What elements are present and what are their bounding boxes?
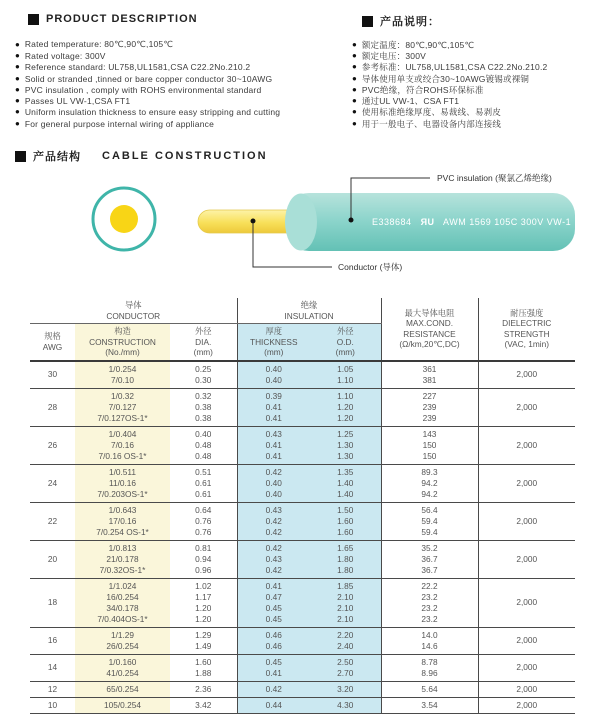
bullet-icon: ● bbox=[15, 73, 20, 83]
thickness-cell: 0.44 bbox=[237, 697, 310, 713]
od-cell: 1.85 2.10 2.10 2.10 bbox=[310, 578, 381, 627]
resistance-cell: 5.64 bbox=[381, 681, 478, 697]
bullet-text: 导体使用单支或绞合30~10AWG镀锡或裸铜 bbox=[361, 73, 530, 84]
dia-cell: 0.64 0.76 0.76 bbox=[170, 502, 237, 540]
bullet-text: For general purpose internal wiring of appliance bbox=[24, 118, 214, 129]
dielectric-header: 耐压强度 DIELECTRIC STRENGTH (VAC, 1min) bbox=[478, 298, 575, 361]
awg-cell: 10 bbox=[47, 699, 58, 710]
bullet-icon: ● bbox=[15, 62, 20, 72]
table-row bbox=[30, 426, 575, 464]
construction-cell: 105/0.254 bbox=[75, 697, 170, 713]
table-row bbox=[30, 540, 575, 578]
bullet-icon: ● bbox=[352, 73, 357, 83]
od-cell: 1.65 1.80 1.80 bbox=[310, 540, 381, 578]
dia-cell: 0.32 0.38 0.38 bbox=[170, 388, 237, 426]
bullet-icon: ● bbox=[352, 62, 357, 72]
bullet-text: Passes UL VW-1,CSA FT1 bbox=[24, 96, 131, 107]
dia-cell: 1.60 1.88 bbox=[170, 654, 237, 681]
dielectric-cell: 2,000 bbox=[516, 699, 538, 710]
od-cell: 1.10 1.20 1.20 bbox=[310, 388, 381, 426]
product-description-cn-heading bbox=[362, 13, 440, 29]
od-cell: 1.35 1.40 1.40 bbox=[310, 464, 381, 502]
product-description-cn-list bbox=[352, 39, 547, 129]
awg-cell: 28 bbox=[47, 401, 58, 412]
awg-cell: 30 bbox=[47, 369, 58, 379]
table-group-header-row bbox=[30, 298, 575, 324]
dia-cell: 1.29 1.49 bbox=[170, 627, 237, 654]
construction-cell: 65/0.254 bbox=[75, 681, 170, 697]
resistance-cell: 3.54 bbox=[381, 697, 478, 713]
awg-cell: 20 bbox=[47, 553, 58, 564]
resistance-cell: 35.2 36.7 36.7 bbox=[381, 540, 478, 578]
bullet-item bbox=[15, 84, 280, 95]
thickness-cell: 0.42 0.40 0.40 bbox=[237, 464, 310, 502]
section-square-icon bbox=[362, 16, 373, 27]
product-description-list bbox=[15, 39, 280, 129]
dia-cell: 0.81 0.94 0.96 bbox=[170, 540, 237, 578]
bullet-text: Solid or stranded ,tinned or bare copper conductor 30~10AWG bbox=[24, 73, 273, 84]
bullet-text: Rated temperature: 80℃,90℃,105℃ bbox=[24, 39, 174, 50]
bullet-item bbox=[15, 95, 280, 106]
bullet-text: Uniform insulation thickness to ensure easy stripping and cutting bbox=[24, 107, 281, 118]
dielectric-cell: 2,000 bbox=[516, 515, 538, 526]
bullet-item bbox=[352, 73, 547, 84]
cable-construction-heading bbox=[15, 148, 268, 164]
awg-cell: 26 bbox=[47, 439, 58, 450]
thickness-cell: 0.39 0.41 0.41 bbox=[237, 388, 310, 426]
ul-recognized-mark: ЯU bbox=[420, 217, 435, 227]
resistance-cell: 8.78 8.96 bbox=[381, 654, 478, 681]
construction-cell: 1/0.160 41/0.254 bbox=[75, 654, 170, 681]
construction-header: 构造 CONSTRUCTION (No./mm) bbox=[75, 324, 170, 361]
dia-cell: 0.51 0.61 0.61 bbox=[170, 464, 237, 502]
resistance-cell: 89.3 94.2 94.2 bbox=[381, 464, 478, 502]
bullet-item bbox=[352, 39, 547, 50]
thickness-cell: 0.43 0.41 0.41 bbox=[237, 426, 310, 464]
resistance-cell: 143 150 150 bbox=[381, 426, 478, 464]
insulation-group-header: 绝缘 INSULATION bbox=[237, 298, 381, 324]
thickness-cell: 0.46 0.46 bbox=[237, 627, 310, 654]
bullet-icon: ● bbox=[15, 96, 20, 106]
bullet-text: 使用标准绝缘厚度、易裁线、易剥皮 bbox=[361, 107, 502, 118]
resistance-cell: 22.2 23.2 23.2 23.2 bbox=[381, 578, 478, 627]
bullet-item bbox=[15, 62, 280, 73]
spec-table bbox=[30, 298, 575, 714]
awg-cell: 14 bbox=[47, 662, 58, 672]
resistance-cell: 227 239 239 bbox=[381, 388, 478, 426]
cable-print-text: E338684 ЯU AWM 1569 105C 300V VW-1 bbox=[372, 217, 572, 227]
bullet-icon: ● bbox=[352, 50, 357, 60]
od-cell: 1.05 1.10 bbox=[310, 361, 381, 389]
dia-cell: 3.42 bbox=[170, 697, 237, 713]
dielectric-cell: 2,000 bbox=[516, 683, 538, 694]
table-row bbox=[30, 388, 575, 426]
od-cell: 2.50 2.70 bbox=[310, 654, 381, 681]
thickness-cell: 0.40 0.40 bbox=[237, 361, 310, 389]
thickness-header: 厚度 THICKNESS (mm) bbox=[237, 324, 310, 361]
resistance-cell: 361 381 bbox=[381, 361, 478, 389]
bullet-icon: ● bbox=[15, 39, 20, 49]
bullet-icon: ● bbox=[352, 107, 357, 117]
dielectric-cell: 2,000 bbox=[516, 477, 538, 488]
section-square-icon bbox=[28, 14, 39, 25]
od-header: 外径 O.D. (mm) bbox=[310, 324, 381, 361]
table-row bbox=[30, 654, 575, 681]
thickness-cell: 0.41 0.47 0.45 0.45 bbox=[237, 578, 310, 627]
resistance-cell: 14.0 14.6 bbox=[381, 627, 478, 654]
bullet-text: 用于一般电子、电器设备内部连接线 bbox=[361, 118, 502, 129]
product-description-title: PRODUCT DESCRIPTION bbox=[46, 13, 198, 25]
bullet-text: Reference standard: UL758,UL1581,CSA C22.2No.210.2 bbox=[24, 62, 251, 73]
bullet-text: 额定电压：300V bbox=[361, 50, 426, 61]
awg-cell: 16 bbox=[47, 635, 58, 645]
dielectric-cell: 2,000 bbox=[516, 635, 538, 645]
bullet-text: PVC绝缘，符合ROHS环保标准 bbox=[361, 84, 484, 95]
product-description-heading bbox=[28, 13, 198, 25]
cable-diagram bbox=[0, 163, 603, 298]
bullet-text: 通过UL VW-1、CSA FT1 bbox=[361, 96, 460, 107]
spec-table-body bbox=[30, 361, 575, 714]
dielectric-cell: 2,000 bbox=[516, 553, 538, 564]
bullet-item bbox=[352, 62, 547, 73]
od-cell: 3.20 bbox=[310, 681, 381, 697]
bullet-item bbox=[15, 50, 280, 61]
dielectric-cell: 2,000 bbox=[516, 369, 538, 379]
bullet-item bbox=[15, 39, 280, 50]
construction-cell: 1/0.511 11/0.16 7/0.203OS-1* bbox=[75, 464, 170, 502]
table-row bbox=[30, 681, 575, 697]
pvc-insulation-label: PVC insulation (聚氯乙烯绝缘) bbox=[437, 173, 552, 183]
construction-cell: 1/0.404 7/0.16 7/0.16 OS-1* bbox=[75, 426, 170, 464]
construction-cell: 1/1.024 16/0.254 34/0.178 7/0.404OS-1* bbox=[75, 578, 170, 627]
awg-cell: 18 bbox=[47, 597, 58, 607]
table-row bbox=[30, 502, 575, 540]
od-cell: 4.30 bbox=[310, 697, 381, 713]
bullet-icon: ● bbox=[352, 39, 357, 49]
awg-header: 规格 AWG bbox=[30, 324, 75, 361]
dielectric-cell: 2,000 bbox=[516, 662, 538, 672]
bullet-icon: ● bbox=[15, 50, 20, 60]
od-cell: 1.25 1.30 1.30 bbox=[310, 426, 381, 464]
conductor-core bbox=[110, 205, 138, 233]
cable-construction-title-en: CABLE CONSTRUCTION bbox=[102, 150, 268, 162]
table-row bbox=[30, 697, 575, 713]
conductor-group-header: 导体 CONDUCTOR bbox=[30, 298, 237, 324]
bullet-item bbox=[352, 50, 547, 61]
dielectric-cell: 2,000 bbox=[516, 597, 538, 607]
bullet-text: 参考标准：UL758,UL1581,CSA C22.2No.210.2 bbox=[361, 62, 548, 73]
bullet-item bbox=[15, 107, 280, 118]
table-row bbox=[30, 464, 575, 502]
thickness-cell: 0.43 0.42 0.42 bbox=[237, 502, 310, 540]
construction-cell: 1/0.813 21/0.178 7/0.32OS-1* bbox=[75, 540, 170, 578]
od-cell: 1.50 1.60 1.60 bbox=[310, 502, 381, 540]
resistance-cell: 56.4 59.4 59.4 bbox=[381, 502, 478, 540]
cylinder-end-cap bbox=[285, 194, 317, 251]
bullet-item bbox=[352, 84, 547, 95]
bullet-icon: ● bbox=[15, 84, 20, 94]
thickness-cell: 0.42 bbox=[237, 681, 310, 697]
construction-cell: 1/1.29 26/0.254 bbox=[75, 627, 170, 654]
dia-cell: 0.40 0.48 0.48 bbox=[170, 426, 237, 464]
dia-cell: 0.25 0.30 bbox=[170, 361, 237, 389]
cable-cross-section bbox=[93, 188, 155, 250]
dielectric-cell: 2,000 bbox=[516, 439, 538, 450]
awg-cell: 22 bbox=[47, 515, 58, 526]
bullet-icon: ● bbox=[15, 107, 20, 117]
od-cell: 2.20 2.40 bbox=[310, 627, 381, 654]
bullet-icon: ● bbox=[15, 118, 20, 128]
dia-cell: 2.36 bbox=[170, 681, 237, 697]
table-row bbox=[30, 627, 575, 654]
construction-cell: 1/0.254 7/0.10 bbox=[75, 361, 170, 389]
bullet-icon: ● bbox=[352, 96, 357, 106]
construction-cell: 1/0.643 17/0.16 7/0.254 OS-1* bbox=[75, 502, 170, 540]
bullet-item bbox=[15, 118, 280, 129]
table-row bbox=[30, 361, 575, 389]
bullet-icon: ● bbox=[352, 84, 357, 94]
cable-construction-title-zh: 产品结构 bbox=[33, 151, 81, 163]
bullet-item bbox=[352, 118, 547, 129]
construction-cell: 1/0.32 7/0.127 7/0.127OS-1* bbox=[75, 388, 170, 426]
awg-cell: 24 bbox=[47, 477, 58, 488]
bullet-icon: ● bbox=[352, 118, 357, 128]
dia-cell: 1.02 1.17 1.20 1.20 bbox=[170, 578, 237, 627]
bullet-item bbox=[352, 107, 547, 118]
resistance-header: 最大导体电阻 MAX.COND. RESISTANCE (Ω/km,20℃,DC) bbox=[381, 298, 478, 361]
bullet-text: 额定温度：80℃,90℃,105℃ bbox=[361, 39, 475, 50]
bullet-text: PVC insulation , comply with ROHS environmental standard bbox=[24, 84, 262, 95]
dia-header: 外径 DIA. (mm) bbox=[170, 324, 237, 361]
thickness-cell: 0.45 0.41 bbox=[237, 654, 310, 681]
table-row bbox=[30, 578, 575, 627]
awg-cell: 12 bbox=[47, 683, 58, 694]
conductor-label: Conductor (导体) bbox=[338, 262, 403, 272]
product-description-cn-title: 产品说明： bbox=[380, 16, 440, 28]
bullet-item bbox=[15, 73, 280, 84]
thickness-cell: 0.42 0.43 0.42 bbox=[237, 540, 310, 578]
section-square-icon bbox=[15, 151, 26, 162]
bullet-item bbox=[352, 95, 547, 106]
bullet-text: Rated voltage: 300V bbox=[24, 50, 106, 61]
dielectric-cell: 2,000 bbox=[516, 401, 538, 412]
